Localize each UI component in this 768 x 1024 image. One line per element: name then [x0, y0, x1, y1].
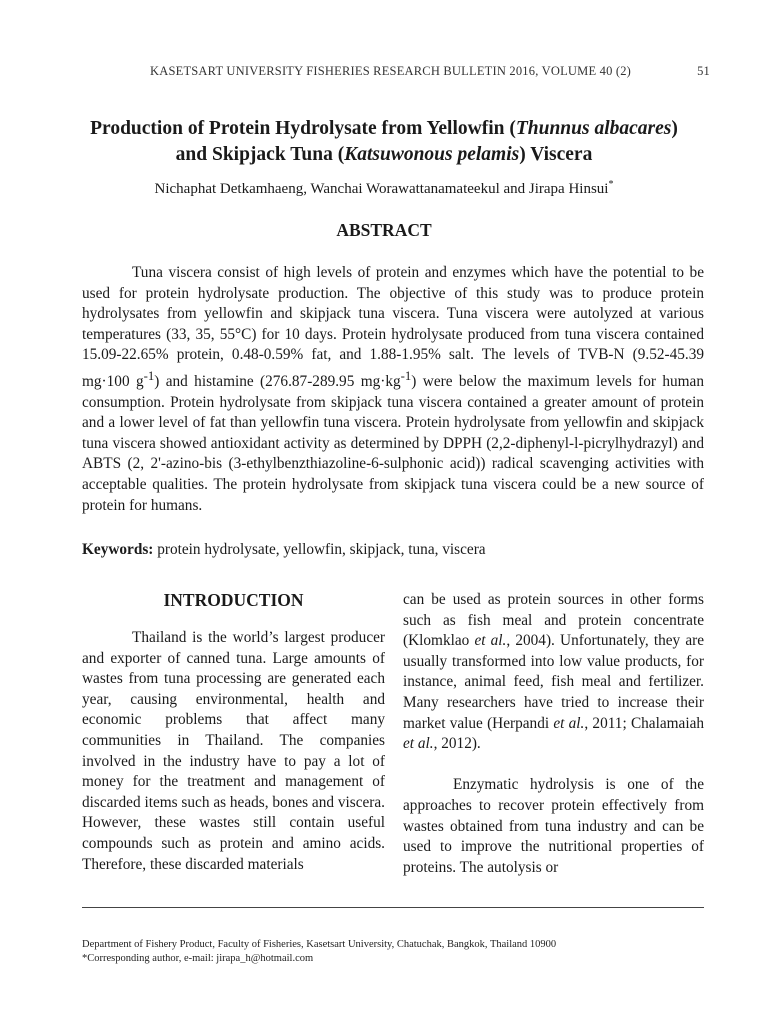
- journal-title: KASETSART UNIVERSITY FISHERIES RESEARCH BULLETIN 2016, VOLUME 40 (2): [150, 64, 632, 78]
- species-name: Katsuwonous pelamis: [344, 144, 520, 165]
- keywords-text: protein hydrolysate, yellowfin, skipjack, tuna, viscera: [153, 541, 486, 558]
- author-list: Nichaphat Detkamhaeng, Wanchai Worawattanamateekul and Jirapa Hinsui*: [154, 179, 614, 197]
- corresponding-author-footnote: *Corresponding author, e-mail: jirapa_h@hotmail.com: [82, 953, 314, 964]
- footnotes: [82, 938, 704, 966]
- footnote-divider: [82, 907, 704, 908]
- keywords-label: Keywords:: [82, 541, 154, 558]
- abstract-heading: ABSTRACT: [336, 220, 432, 240]
- intro-paragraph-3: Enzymatic hydrolysis is one of the approaches to recover protein effectively from wastes obtained from tuna industry and can be used to improve the nutritional properties of proteins. The autolysis or: [403, 776, 704, 876]
- running-header: [150, 64, 710, 79]
- species-name: Thunnus albacares: [515, 118, 672, 139]
- column-right: [403, 590, 704, 878]
- paper-title: Production of Protein Hydrolysate from Yellowfin (Thunnus albacares) and Skipjack Tuna (Katsuwonous pelamis) Viscera: [90, 118, 678, 165]
- affiliation-footnote: Department of Fishery Product, Faculty of Fisheries, Kasetsart University, Chatuchak, Bangkok, Thailand 10900: [82, 939, 557, 950]
- keywords: [82, 540, 704, 560]
- column-left: [82, 590, 385, 875]
- corresponding-marker: *: [608, 179, 614, 190]
- introduction-heading: INTRODUCTION: [163, 590, 304, 610]
- page-number: 51: [697, 64, 710, 78]
- intro-paragraph-1: Thailand is the world’s largest producer and exporter of canned tuna. Large amounts of wastes from tuna processing are generated each year, causing environmental, health and economic problems that affect many communities in Thailand. The companies involved in the industry have to pay a lot of money for the treatment and management of discarded items such as heads, bones and viscera. However, these wastes still contain useful compounds such as protein and amino acids. Therefore, these discarded materials: [82, 629, 385, 873]
- abstract-text: Tuna viscera consist of high levels of protein and enzymes which have the potential to be used for protein hydrolysate production. The objective of this study was to produce protein hydrolysates from yellowfin and skipjack tuna viscera. Tuna viscera were autolyzed at various temperatures (33, 35, 55°C) for 10 days. Protein hydrolysate produced from tuna viscera contained 15.09-22.65% protein, 0.48-0.59% fat, and 1.88-1.95% salt. The levels of TVB-N (9.52-45.39 mg·100 $g^{-1}$) and histamine (276.87-289.95 $mg\cdot kg^{-1}$) were below the maximum levels for human consumption. Protein hydrolysate from skipjack tuna viscera contained a greater amount of protein and a lower level of fat than yellowfin tuna viscera. Protein hydrolysate from yellowfin and skipjack tuna viscera showed antioxidant activity as determined by DPPH (2,2-diphenyl-l-picrylhydrazyl) and ABTS (2, 2'-azino-bis (3-ethylbenzthiazoline-6-sulphonic acid)) radical scavenging activities with acceptable qualities. The protein hydrolysate from skipjack tuna viscera could be a new source of protein for humans.: [82, 264, 704, 514]
- intro-paragraph-2: can be used as protein sources in other forms such as fish meal and protein concentrate (Klomklao et al., 2004). Unfortunately, they are usually transformed into low value products, for instance, animal feed, fish meal and fertilizer. Many researchers have tried to increase their market value (Herpandi et al., 2011; Chalamaiah et al., 2012).: [403, 591, 705, 753]
